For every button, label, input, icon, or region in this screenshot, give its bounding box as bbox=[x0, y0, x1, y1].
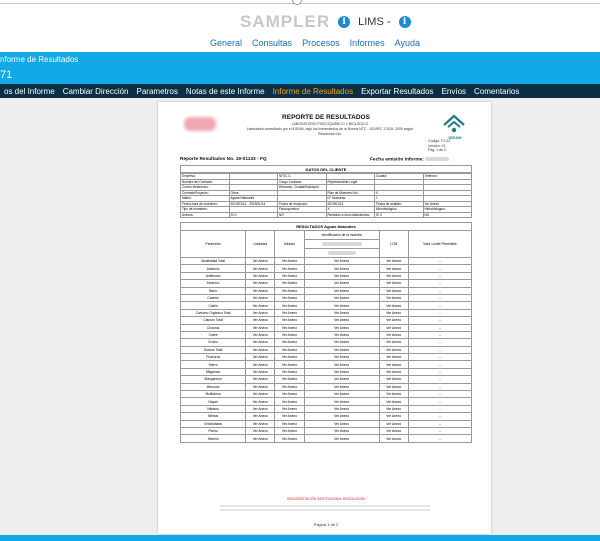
cell-lcm: Ver Anexo bbox=[379, 398, 408, 405]
cell-lcm: Ver Anexo bbox=[379, 287, 408, 294]
cell-method: Ver Anexo bbox=[275, 420, 304, 427]
cell-param: Carbono Orgánico Total bbox=[181, 309, 246, 316]
table-row bbox=[181, 413, 472, 420]
cell-unit: Ver Anexo bbox=[246, 383, 275, 390]
cell-lcm: Ver Anexo bbox=[379, 280, 408, 287]
cell-result: Ver Anexo bbox=[304, 265, 379, 272]
table-row bbox=[181, 346, 472, 353]
nav-informes[interactable]: Informes bbox=[349, 38, 385, 48]
cell-lcm: Ver Anexo bbox=[379, 361, 408, 368]
client-cell: Contrato/Proyecto: bbox=[181, 191, 230, 197]
cell-result: Ver Anexo bbox=[304, 354, 379, 361]
cell-method: Ver Anexo bbox=[275, 405, 304, 412]
cell-lcm: Ver Anexo bbox=[379, 272, 408, 279]
cell-limit: -- bbox=[408, 420, 471, 427]
cell-result: Ver Anexo bbox=[304, 361, 379, 368]
client-cell: Ciudad: bbox=[375, 174, 424, 180]
cell-unit: Ver Anexo bbox=[246, 324, 275, 331]
cell-method: Ver Anexo bbox=[275, 258, 304, 265]
cell-method: Ver Anexo bbox=[275, 302, 304, 309]
cell-unit: Ver Anexo bbox=[246, 317, 275, 324]
client-cell: 2019/01/14 - 2019/01/14 bbox=[230, 202, 279, 208]
client-cell: Anexos: bbox=[181, 213, 230, 219]
client-cell: X bbox=[327, 207, 376, 213]
report-number-field: Reporte Resultados No. 19-01133 - FQ bbox=[180, 157, 267, 162]
info-icon[interactable]: i bbox=[399, 16, 411, 28]
client-cell: 1 bbox=[375, 196, 424, 202]
report-document bbox=[180, 111, 472, 527]
cell-unit: Ver Anexo bbox=[246, 339, 275, 346]
cell-param: Calcio bbox=[181, 302, 246, 309]
cell-unit: Ver Anexo bbox=[246, 309, 275, 316]
tab-comentarios[interactable]: Comentarios bbox=[474, 86, 520, 96]
nav-consultas[interactable]: Consultas bbox=[252, 38, 293, 48]
cell-lcm: Ver Anexo bbox=[379, 420, 408, 427]
cell-param: Alcalinidad Total bbox=[181, 258, 246, 265]
cell-method: Ver Anexo bbox=[275, 309, 304, 316]
cell-result: Ver Anexo bbox=[304, 427, 379, 434]
client-cell: Otros bbox=[230, 191, 279, 197]
client-cell: Fecha de recepción: bbox=[278, 202, 327, 208]
col-lcm: LCM bbox=[379, 231, 408, 258]
cell-limit: -- bbox=[408, 435, 471, 442]
cell-lcm: Ver Anexo bbox=[379, 354, 408, 361]
client-cell: Plan de Muestreo No.: bbox=[327, 191, 376, 197]
table-row bbox=[181, 317, 472, 324]
cell-result: Ver Anexo bbox=[304, 398, 379, 405]
cell-result: Ver Anexo bbox=[304, 287, 379, 294]
cell-result: Ver Anexo bbox=[304, 420, 379, 427]
cell-param: Ortofosfatos bbox=[181, 420, 246, 427]
accreditation-footer: REACREDITACIÓN INSTITUCIONAL RESOLUCIÓN bbox=[287, 497, 365, 501]
table-row bbox=[181, 361, 472, 368]
app-name: SAMPLER bbox=[240, 12, 331, 31]
nav-general[interactable]: General bbox=[210, 38, 243, 48]
col-parametro: Parámetro bbox=[181, 231, 246, 258]
cell-lcm: Ver Anexo bbox=[379, 346, 408, 353]
cell-limit: -- bbox=[408, 258, 471, 265]
cell-param: Plomo bbox=[181, 427, 246, 434]
client-cell: NO bbox=[424, 213, 473, 219]
client-cell: Teléfono: bbox=[424, 174, 473, 180]
table-row bbox=[181, 272, 472, 279]
cell-result: Ver Anexo bbox=[304, 302, 379, 309]
main-nav bbox=[210, 38, 420, 48]
cell-lcm: Ver Anexo bbox=[379, 294, 408, 301]
client-cell: Fisicoquímico: bbox=[278, 207, 327, 213]
cell-method: Ver Anexo bbox=[275, 346, 304, 353]
col-valor-limite: Valor Límite Permisible bbox=[408, 231, 471, 258]
client-cell: Hidrobiológico: bbox=[424, 207, 473, 213]
client-cell: Tipo de muestreo: bbox=[181, 207, 230, 213]
cell-lcm: Ver Anexo bbox=[379, 391, 408, 398]
cell-result: Ver Anexo bbox=[304, 309, 379, 316]
cell-param: Antimonio bbox=[181, 272, 246, 279]
results-section-title: RESULTADOS Aguas Naturales bbox=[181, 223, 472, 231]
cell-lcm: Ver Anexo bbox=[379, 258, 408, 265]
cell-unit: Ver Anexo bbox=[246, 405, 275, 412]
client-cell: 2019/01/14 bbox=[327, 202, 376, 208]
document-codes: Código: F1-02 Versión: 01 Pág. 1 de 1 bbox=[428, 139, 451, 152]
cell-param: Cobre bbox=[181, 331, 246, 338]
cell-lcm: Ver Anexo bbox=[379, 368, 408, 375]
cell-limit: -- bbox=[408, 324, 471, 331]
cell-limit: -- bbox=[408, 302, 471, 309]
cell-param: Mercurio bbox=[181, 383, 246, 390]
cell-method: Ver Anexo bbox=[275, 294, 304, 301]
cell-unit: Ver Anexo bbox=[246, 413, 275, 420]
table-row bbox=[181, 398, 472, 405]
client-cell: Aguas Naturales bbox=[230, 196, 279, 202]
cell-param: Níquel bbox=[181, 398, 246, 405]
table-row bbox=[181, 427, 472, 434]
footer-redacted bbox=[220, 505, 430, 512]
sample-code-redacted bbox=[304, 240, 379, 249]
cell-param: Hierro bbox=[181, 361, 246, 368]
table-row bbox=[181, 420, 472, 427]
drag-handle-icon[interactable] bbox=[292, 0, 302, 5]
table-row bbox=[181, 258, 472, 265]
tab-notas[interactable]: Notas de este Informe bbox=[185, 86, 265, 96]
client-cell: Empresa: bbox=[181, 174, 230, 180]
cell-limit: -- bbox=[408, 346, 471, 353]
brand bbox=[240, 12, 411, 32]
client-cell: Representante Legal bbox=[327, 180, 376, 186]
results-body bbox=[181, 258, 472, 443]
cell-unit: Ver Anexo bbox=[246, 354, 275, 361]
cell-unit: Ver Anexo bbox=[246, 258, 275, 265]
cell-result: Ver Anexo bbox=[304, 413, 379, 420]
cell-param: Aluminio bbox=[181, 265, 246, 272]
client-section-title: DATOS DEL CLIENTE bbox=[180, 165, 472, 173]
cell-param: Selenio bbox=[181, 435, 246, 442]
bottom-bar bbox=[0, 535, 600, 541]
cell-unit: Ver Anexo bbox=[246, 391, 275, 398]
table-row bbox=[181, 287, 472, 294]
table-row bbox=[181, 376, 472, 383]
cell-lcm: Ver Anexo bbox=[379, 383, 408, 390]
ideam-label: IDEAM bbox=[448, 135, 462, 140]
page-title: nforme de Resultados bbox=[0, 55, 79, 64]
cell-param: Bario bbox=[181, 287, 246, 294]
table-row bbox=[181, 339, 472, 346]
page-header-bar bbox=[0, 52, 600, 84]
cell-lcm: Ver Anexo bbox=[379, 317, 408, 324]
col-metodo: Método bbox=[275, 231, 304, 258]
cell-limit: -- bbox=[408, 317, 471, 324]
cell-method: Ver Anexo bbox=[275, 331, 304, 338]
table-row bbox=[181, 391, 472, 398]
cell-limit: -- bbox=[408, 265, 471, 272]
tab-envios[interactable]: Envíos bbox=[441, 86, 467, 96]
cell-method: Ver Anexo bbox=[275, 339, 304, 346]
cell-limit: -- bbox=[408, 331, 471, 338]
table-row bbox=[181, 354, 472, 361]
table-row bbox=[181, 324, 472, 331]
client-cell: Correo electrónico: bbox=[181, 185, 230, 191]
client-cell: NO bbox=[278, 213, 327, 219]
cell-unit: Ver Anexo bbox=[246, 435, 275, 442]
table-row bbox=[181, 309, 472, 316]
cell-lcm: Ver Anexo bbox=[379, 331, 408, 338]
tab-informe-resultados[interactable]: Informe de Resultados bbox=[272, 86, 354, 96]
nav-procesos[interactable]: Procesos bbox=[302, 38, 340, 48]
cell-lcm: Ver Anexo bbox=[379, 324, 408, 331]
cell-limit: -- bbox=[408, 405, 471, 412]
cell-result: Ver Anexo bbox=[304, 280, 379, 287]
cell-result: Ver Anexo bbox=[304, 324, 379, 331]
cell-result: Ver Anexo bbox=[304, 346, 379, 353]
cell-lcm: Ver Anexo bbox=[379, 435, 408, 442]
tab-exportar[interactable]: Exportar Resultados bbox=[361, 86, 434, 96]
table-row bbox=[181, 280, 472, 287]
table-row bbox=[181, 331, 472, 338]
cell-param: Nitritos bbox=[181, 413, 246, 420]
cell-result: Ver Anexo bbox=[304, 317, 379, 324]
table-row bbox=[181, 265, 472, 272]
client-cell: Ver Anexo bbox=[424, 202, 473, 208]
cell-lcm: Ver Anexo bbox=[379, 309, 408, 316]
cell-limit: -- bbox=[408, 354, 471, 361]
client-cell: N° Muestras: bbox=[327, 196, 376, 202]
module-name: LIMS - bbox=[358, 16, 391, 28]
client-cell: SI X bbox=[230, 213, 279, 219]
cell-unit: Ver Anexo bbox=[246, 287, 275, 294]
cell-unit: Ver Anexo bbox=[246, 265, 275, 272]
cell-method: Ver Anexo bbox=[275, 368, 304, 375]
cell-unit: Ver Anexo bbox=[246, 376, 275, 383]
cell-result: Ver Anexo bbox=[304, 383, 379, 390]
cell-lcm: Ver Anexo bbox=[379, 339, 408, 346]
cell-method: Ver Anexo bbox=[275, 376, 304, 383]
tab-cambiar-direccion[interactable]: Cambiar Dirección bbox=[62, 86, 129, 96]
cell-limit: -- bbox=[408, 398, 471, 405]
cell-unit: Ver Anexo bbox=[246, 294, 275, 301]
client-cell: Matriz: bbox=[181, 196, 230, 202]
report-header bbox=[180, 111, 472, 155]
report-number: 71 bbox=[0, 69, 13, 81]
cell-lcm: Ver Anexo bbox=[379, 413, 408, 420]
cell-method: Ver Anexo bbox=[275, 272, 304, 279]
cell-param: Manganeso bbox=[181, 376, 246, 383]
cell-limit: -- bbox=[408, 427, 471, 434]
client-cell: Dirección, Ciudad/Municipio: bbox=[278, 185, 327, 191]
tab-parametros[interactable]: Parametros bbox=[136, 86, 178, 96]
client-cell: NIT/C.C. bbox=[278, 174, 327, 180]
cell-method: Ver Anexo bbox=[275, 324, 304, 331]
report-subtitle: LABORATORIO FISICOQUÍMICO Y BIOLÓGICO Laboratorio acreditado por el IDEAM, bajo los lineamientos de la Norma NTC - ISO/IEC 17025: 2005 según Resolución No. bbox=[246, 122, 414, 136]
cell-limit: -- bbox=[408, 391, 471, 398]
cell-lcm: Ver Anexo bbox=[379, 427, 408, 434]
cell-result: Ver Anexo bbox=[304, 294, 379, 301]
client-cell: Nombre del Contacto: bbox=[181, 180, 230, 186]
cell-param: Cloruros bbox=[181, 324, 246, 331]
cell-result: Ver Anexo bbox=[304, 272, 379, 279]
cell-result: Ver Anexo bbox=[304, 368, 379, 375]
cell-limit: -- bbox=[408, 339, 471, 346]
cell-result: Ver Anexo bbox=[304, 339, 379, 346]
cell-unit: Ver Anexo bbox=[246, 427, 275, 434]
cell-param: Cadmio bbox=[181, 294, 246, 301]
page-indicator: Página 1 de 2 bbox=[313, 522, 339, 527]
cell-param: Molibdeno bbox=[181, 391, 246, 398]
tab-bar bbox=[0, 84, 600, 98]
cell-result: Ver Anexo bbox=[304, 405, 379, 412]
cell-param: Magnesio bbox=[181, 368, 246, 375]
client-cell: Remisión a otros laboratorios: bbox=[327, 213, 376, 219]
cell-limit: -- bbox=[408, 294, 471, 301]
cell-limit: -- bbox=[408, 280, 471, 287]
sample-label-redacted bbox=[304, 249, 379, 258]
client-cell: 0 bbox=[375, 191, 424, 197]
client-cell: SI X bbox=[375, 213, 424, 219]
col-unidades: Unidades bbox=[246, 231, 275, 258]
cell-lcm: Ver Anexo bbox=[379, 376, 408, 383]
cell-unit: Ver Anexo bbox=[246, 346, 275, 353]
cell-unit: Ver Anexo bbox=[246, 272, 275, 279]
table-row bbox=[181, 368, 472, 375]
cell-result: Ver Anexo bbox=[304, 376, 379, 383]
cell-param: Arsénico bbox=[181, 280, 246, 287]
cell-method: Ver Anexo bbox=[275, 383, 304, 390]
cell-method: Ver Anexo bbox=[275, 361, 304, 368]
cell-method: Ver Anexo bbox=[275, 435, 304, 442]
table-row bbox=[181, 405, 472, 412]
cell-limit: -- bbox=[408, 376, 471, 383]
cell-lcm: Ver Anexo bbox=[379, 405, 408, 412]
cell-result: Ver Anexo bbox=[304, 331, 379, 338]
cell-lcm: Ver Anexo bbox=[379, 302, 408, 309]
cell-param: Nitratos bbox=[181, 405, 246, 412]
client-cell: Fecha-hora de muestreo: bbox=[181, 202, 230, 208]
table-row bbox=[181, 383, 472, 390]
client-data-grid bbox=[180, 173, 472, 218]
cell-param: Cromo bbox=[181, 339, 246, 346]
cell-lcm: Ver Anexo bbox=[379, 265, 408, 272]
table-row bbox=[181, 435, 472, 442]
report-page bbox=[158, 102, 491, 534]
cell-method: Ver Anexo bbox=[275, 427, 304, 434]
cell-limit: -- bbox=[408, 383, 471, 390]
table-row bbox=[181, 294, 472, 301]
cell-unit: Ver Anexo bbox=[246, 331, 275, 338]
cell-unit: Ver Anexo bbox=[246, 361, 275, 368]
cell-limit: -- bbox=[408, 361, 471, 368]
cell-limit: -- bbox=[408, 272, 471, 279]
cell-result: Ver Anexo bbox=[304, 258, 379, 265]
cell-method: Ver Anexo bbox=[275, 354, 304, 361]
cell-result: Ver Anexo bbox=[304, 435, 379, 442]
cell-param: Dureza Total bbox=[181, 346, 246, 353]
results-table bbox=[180, 222, 472, 443]
info-icon[interactable]: i bbox=[338, 16, 350, 28]
ideam-logo-icon bbox=[442, 113, 466, 135]
cell-unit: Ver Anexo bbox=[246, 420, 275, 427]
app-header bbox=[0, 0, 600, 54]
cell-param: Cianuro Total bbox=[181, 317, 246, 324]
cell-result: Ver Anexo bbox=[304, 391, 379, 398]
cell-unit: Ver Anexo bbox=[246, 368, 275, 375]
cell-limit: -- bbox=[408, 287, 471, 294]
cell-unit: Ver Anexo bbox=[246, 302, 275, 309]
cell-method: Ver Anexo bbox=[275, 317, 304, 324]
cell-param: Fluoruros bbox=[181, 354, 246, 361]
issue-date-field: Fecha emisión informe: bbox=[370, 157, 449, 162]
cell-method: Ver Anexo bbox=[275, 265, 304, 272]
cell-method: Ver Anexo bbox=[275, 391, 304, 398]
client-cell: Fecha de análisis: bbox=[375, 202, 424, 208]
client-cell: Cargo Contacto: bbox=[278, 180, 327, 186]
tab-datos-informe[interactable]: os del Informe bbox=[4, 86, 55, 96]
report-id-row bbox=[180, 155, 472, 165]
cell-limit: -- bbox=[408, 368, 471, 375]
cell-method: Ver Anexo bbox=[275, 398, 304, 405]
client-cell: Microbiológico: bbox=[375, 207, 424, 213]
table-row bbox=[181, 302, 472, 309]
cell-method: Ver Anexo bbox=[275, 280, 304, 287]
report-title: REPORTE DE RESULTADOS bbox=[282, 114, 370, 121]
cell-unit: Ver Anexo bbox=[246, 398, 275, 405]
col-identificacion: Identificación de la muestra bbox=[304, 231, 379, 240]
cell-method: Ver Anexo bbox=[275, 413, 304, 420]
cell-limit: -- bbox=[408, 413, 471, 420]
cell-method: Ver Anexo bbox=[275, 287, 304, 294]
nav-ayuda[interactable]: Ayuda bbox=[394, 38, 420, 48]
cell-unit: Ver Anexo bbox=[246, 280, 275, 287]
cell-limit: -- bbox=[408, 309, 471, 316]
